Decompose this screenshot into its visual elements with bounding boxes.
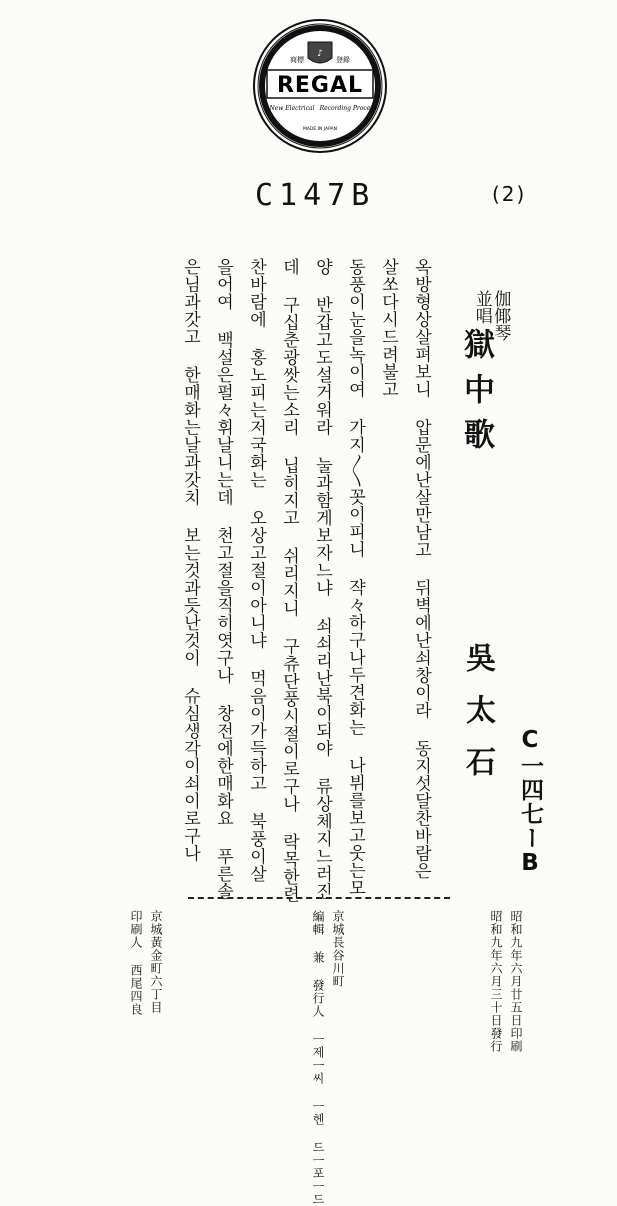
colophon-printer-address: 京城黃金町六丁目 xyxy=(149,910,163,1014)
logo-bottom-note: MADE IN JAPAN xyxy=(302,127,338,132)
logo-emblem xyxy=(252,18,388,154)
side-code: C一四七ーB xyxy=(517,727,543,877)
colophon-publish-date: 昭和九年六月三十日發行 xyxy=(489,910,503,1053)
lyric-line: 살쏘다시드려불고 xyxy=(378,258,398,398)
singer-name: 吳太石 xyxy=(460,642,495,798)
lyric-line: 찬바람에 홍노피는저국화는 오상고절이아니냐 먹음이가득하고 북풍이살 xyxy=(246,258,266,883)
colophon-printer: 印刷人 西尾四良 xyxy=(129,910,143,1016)
emblem-shield xyxy=(308,42,332,63)
logo-tagline-left: New Electrical xyxy=(269,105,315,112)
genre-line-1: 伽倻琴 xyxy=(490,290,511,341)
sheet-marker: (2) xyxy=(492,182,527,206)
lyric-line: 양 반갑고도설거워라 눌과함게보자느냐 쇠쇠리난북이되야 류상체지느러진 xyxy=(312,258,332,900)
catalog-number: C147B xyxy=(255,178,376,213)
regal-logo xyxy=(252,18,388,154)
colophon-publisher-address: 京城長谷川町 xyxy=(331,910,345,988)
lyric-line: 은님과갓고 한매화는날과갓치 보는것과듯난것이 슈심생각이쇠이로구나 xyxy=(180,258,200,862)
logo-tagline-right: Recording Process xyxy=(319,105,377,112)
logo-right-badge: 登錄 xyxy=(336,56,350,64)
lyric-line: 동풍이눈을녹이여 가지〳〵꼿이피니 쟉々하구나두견화는 나뷔를보고웃는모 xyxy=(345,258,365,897)
song-title: 獄中歌 xyxy=(458,328,494,463)
genre-line-2: 並唱 xyxy=(471,290,492,324)
footer-divider xyxy=(188,897,450,899)
colophon-print-date: 昭和九年六月廿五日印刷 xyxy=(509,910,523,1053)
svg-text:♪: ♪ xyxy=(317,49,323,59)
lyric-line: 데 구십춘광쌋는소리 닙히지고 쉬리지니 구츄단풍시절이로구나 락목한련 xyxy=(279,258,299,903)
logo-left-badge: 商標 xyxy=(290,56,304,64)
lyric-line: 옥방형상살펴보니 압문에난살만남고 뒤벽에난쇠창이라 동지섯달찬바람은 xyxy=(411,258,431,880)
colophon-publisher: 編輯 兼 發行人 ㅡ제ㅡ씨 ㅡ헨 드ㅡ포ㅡ드 xyxy=(311,910,325,1206)
logo-brand: REGAL xyxy=(276,73,364,98)
lyric-line: 을어여 백설은펄々휘날니는데 천고절을직히엿구나 창전에한매화요 푸른솔 xyxy=(213,258,233,900)
